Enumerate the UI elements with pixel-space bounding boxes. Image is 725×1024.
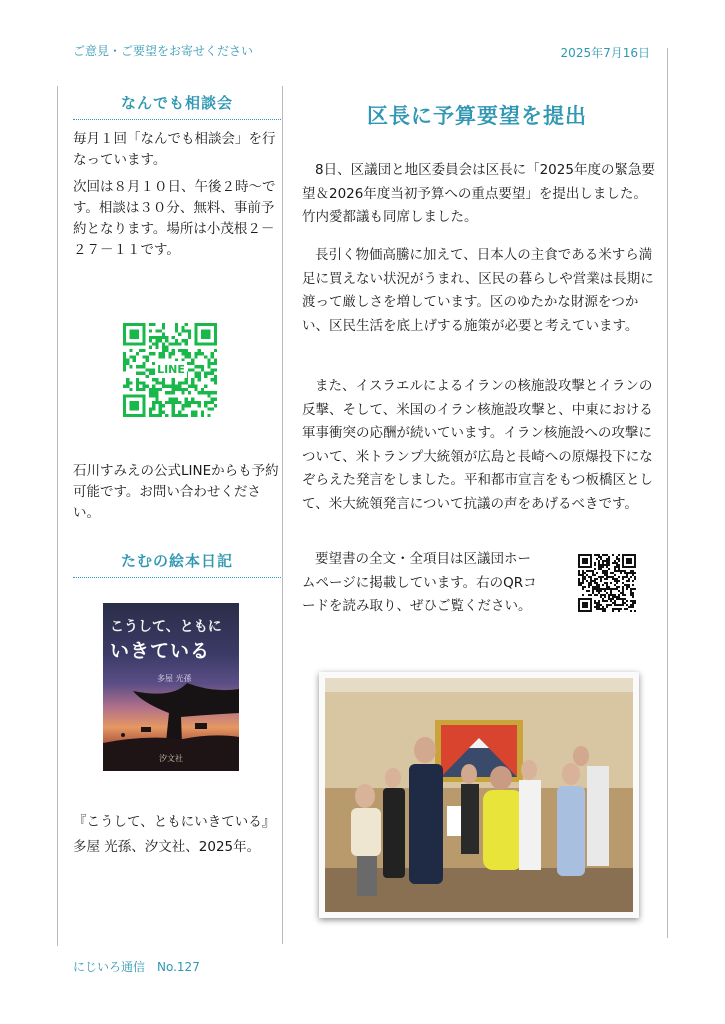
book-cover-title-line1: こうして、ともに [110,619,222,635]
group-photo [325,678,633,912]
column-divider [282,86,283,944]
consult-heading: なんでも相談会 [73,92,281,120]
consult-paragraph-1: 毎月１回「なんでも相談会」を行なっています。 [73,131,276,168]
article-title: 区長に予算要望を提出 [367,104,587,128]
consult-paragraph-3: 石川すみえの公式LINEからも予約可能です。お問い合わせください。 [73,463,279,521]
consult-paragraph-2: 次回は８月１０日、午後２時〜です。相談は３０分、無料、事前予約となります。場所は小茂根２－２７－１１です。 [73,179,276,258]
website-qr-code-icon[interactable] [578,554,636,612]
picturebook-info [73,806,281,858]
consult-section [73,92,281,261]
book-cover-title-line2: いきている [110,640,211,662]
book-cover-image [103,603,239,771]
article-paragraph-3: また、イスラエルによるイランの核施設攻撃とイランの反撃、そして、米国のイラン核施設攻撃と、中東における軍事衝突の応酬が続いています。イラン核施設への攻撃について、米トランプ大統領が広島と長崎への原爆投下になぞらえた発言をしました。平和都市宣言をもつ板橋区として、米大統領発言について抗議の声をあげるべきです。 [302,378,653,512]
header-feedback-text: ご意見・ご要望をお寄せください [73,44,254,58]
article-paragraph-2: 長引く物価高騰に加えて、日本人の主食である米すら満足に買えない状況がうまれ、区民の暮らしや営業は長期に渡って厳しさを増しています。区のゆたかな財源をつかい、区民生活を底上げする施策が必要と考えています。 [302,247,654,334]
book-title-text: 『こうして、ともにいきている』 [73,814,276,830]
book-cover-author: 多屋 光孫 [157,674,192,683]
right-border-line [667,48,668,938]
book-cover-publisher: 汐文社 [159,754,183,763]
picturebook-section [73,550,281,578]
group-photo-frame [319,672,639,918]
line-logo-label: LINE [155,361,187,378]
issue-date: 2025年7月16日 [560,46,650,60]
article-paragraph-4: 要望書の全文・全項目は区議団ホームページに掲載しています。右のQRコードを読み取り、ぜひご覧ください。 [302,551,537,614]
left-border-line [57,86,58,946]
group-photo-image [325,678,633,912]
article-paragraph-1: 8日、区議団と地区委員会は区長に「2025年度の緊急要望＆2026年度当初予算への重点要望」を提出しました。竹内愛都議も同席しました。 [302,162,655,225]
consult-line-note [73,455,281,524]
footer-issue-number: にじいろ通信 No.127 [73,960,200,974]
book-publication-info: 多屋 光孫、汐文社、2025年。 [73,839,261,855]
picturebook-heading: たむの絵本日記 [73,550,281,578]
